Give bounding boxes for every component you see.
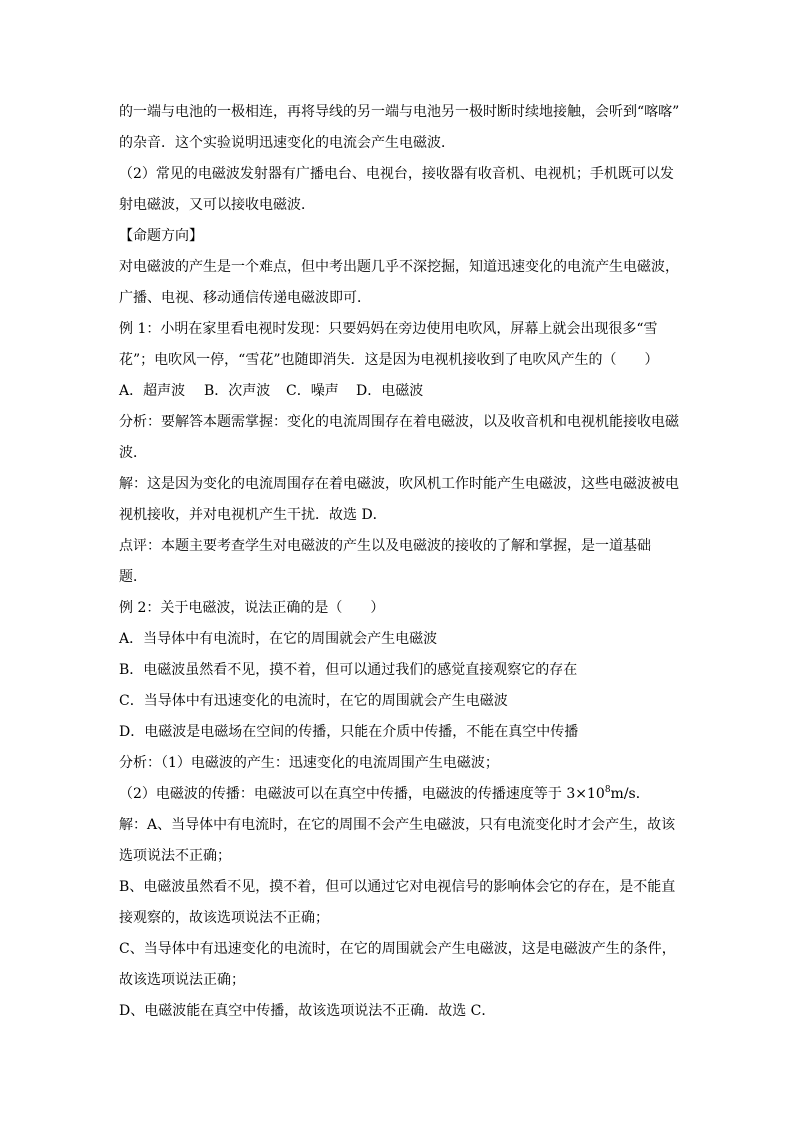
text-line: 的一端与电池的一极相连，再将导线的另一端与电池另一极时断时续地接触，会听到“喀喀”: [119, 104, 680, 120]
speed-line-suffix: m/s．: [610, 786, 650, 802]
text-line: （2）常见的电磁波发射器有广播电台、电视台，接收器有收音机、电视机；手机既可以发: [119, 166, 674, 182]
option-c: C．噪声: [286, 383, 339, 399]
solution-line: D、电磁波能在真空中传播，故该选项说法不正确．故选 C．: [119, 1003, 496, 1019]
text-line: 射电磁波，又可以接收电磁波．: [119, 197, 315, 213]
speed-line: [119, 779, 689, 810]
option-line: C．当导体中有迅速变化的电流时，在它的周围就会产生电磁波: [119, 693, 508, 709]
option-b: B．次声波: [204, 383, 271, 399]
option-a: A．超声波: [119, 383, 186, 399]
comment-line: 点评：本题主要考查学生对电磁波的产生以及电磁波的接收的了解和掌握，是一道基础: [119, 538, 651, 554]
solution-line: 故该选项说法正确；: [119, 972, 245, 988]
example-question: 花”；电吹风一停，“雪花”也随即消失．这是因为电视机接收到了电吹风产生的（ ）: [119, 352, 659, 368]
text-line: 广播、电视、移动通信传递电磁波即可．: [119, 290, 371, 306]
speed-exponent: 8: [604, 785, 611, 795]
example-question: 例 2：关于电磁波，说法正确的是（ ）: [119, 600, 385, 616]
solution-line: C、当导体中有迅速变化的电流时，在它的周围就会产生电磁波，这是电磁波产生的条件，: [119, 941, 676, 957]
solution-line: 选项说法不正确；: [119, 848, 231, 864]
option-line: B．电磁波虽然看不见，摸不着，但可以通过我们的感觉直接观察它的存在: [119, 662, 578, 678]
option-d: D．电磁波: [356, 383, 424, 399]
document-page: [119, 97, 689, 1027]
text-line: 的杂音．这个实验说明迅速变化的电流会产生电磁波．: [119, 135, 455, 151]
section-heading: 【命题方向】: [119, 228, 203, 244]
speed-line-prefix: （2）电磁波的传播：电磁波可以在真空中传播，电磁波的传播速度等于 3×10: [119, 786, 605, 802]
option-line: D．电磁波是电磁场在空间的传播，只能在介质中传播，不能在真空中传播: [119, 724, 579, 740]
solution-line: 视机接收，并对电视机产生干扰．故选 D．: [119, 507, 387, 523]
solution-line: 解：A、当导体中有电流时，在它的周围不会产生电磁波，只有电流变化时才会产生，故该: [119, 817, 676, 833]
solution-line: 接观察的，故该选项说法不正确；: [119, 910, 329, 926]
analysis-line: 波．: [119, 445, 147, 461]
text-line: 对电磁波的产生是一个难点，但中考出题几乎不深挖掘，知道迅速变化的电流产生电磁波，: [119, 259, 679, 275]
analysis-line: 分析：（1）电磁波的产生：迅速变化的电流周围产生电磁波；: [119, 755, 499, 771]
comment-line: 题．: [119, 569, 147, 585]
example-question: 例 1：小明在家里看电视时发现：只要妈妈在旁边使用电吹风，屏幕上就会出现很多“雪: [119, 321, 658, 337]
example1-options: [119, 376, 689, 407]
solution-line: 解：这是因为变化的电流周围存在着电磁波，吹风机工作时能产生电磁波，这些电磁波被电: [119, 476, 679, 492]
option-line: A．当导体中有电流时，在它的周围就会产生电磁波: [119, 631, 438, 647]
analysis-line: 分析：要解答本题需掌握：变化的电流周围存在着电磁波，以及收音机和电视机能接收电磁: [119, 414, 679, 430]
solution-line: B、电磁波虽然看不见，摸不着，但可以通过它对电视信号的影响体会它的存在，是不能直: [119, 879, 676, 895]
